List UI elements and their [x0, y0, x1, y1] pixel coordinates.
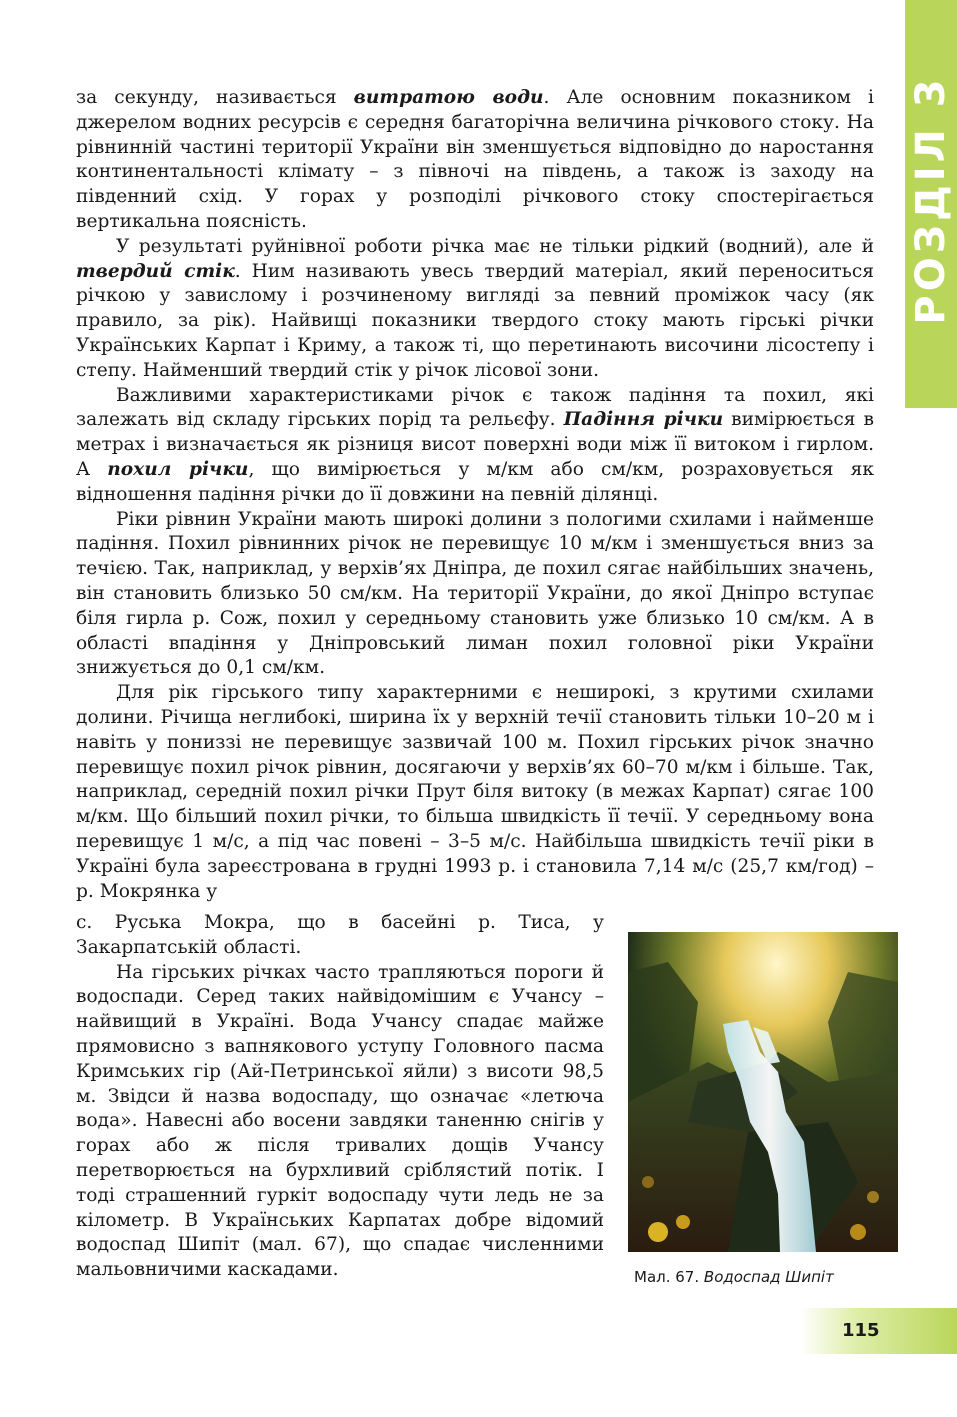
figure-caption	[634, 1268, 834, 1286]
term-river-discharge: витратою води	[353, 87, 544, 108]
waterfall-photo	[628, 932, 898, 1252]
paragraph-4: Ріки рівнин України мають широкі долини з пологими схилами і найменше падіння. Похил рівнинних річок не перевищує 10 м/км і зменшується вниз за течією. Так, наприклад, у верхів’ях Дніпра, де похил сягає найбільших значень, він становить близько 50 см/км. На території України, до якої Дніпро вступає біля гирла р. Сож, похил у середньому становить уже близько 10 см/км. А в області впадіння у Дніпровський лиман похил головної ріки України знижується до 0,1 см/км.	[76, 508, 874, 679]
paragraph-5-continued: с. Руська Мокра, що в басейні р. Тиса, у Закарпатській області.	[76, 912, 604, 958]
main-text-narrow	[76, 911, 604, 1283]
figure-title: Водоспад Шипіт	[703, 1268, 834, 1286]
term-river-slope: похил річки	[107, 458, 249, 480]
paragraph-3: Важливими характеристиками річок є також падіння та похил, які залежать від складу гірських порід та рельєфу. Падіння річки вимірюється в метрах і визначається як різниця висот поверхні води між її витоком і гирлом. А похил річки, що вимірюється у м/км або см/км, розраховується як відношення падіння річки до її довжини на певній ділянці.	[76, 384, 875, 505]
page-number: 115	[842, 1320, 880, 1341]
term-river-fall: Падіння річки	[563, 409, 724, 431]
section-tab	[905, 0, 957, 408]
section-tab-label: РОЗДІЛ 3	[908, 75, 954, 325]
term-solid-runoff: твердий стік	[76, 260, 235, 282]
paragraph-6: На гірських річках часто трапляються пороги й водоспади. Серед таких найвідомішим є Учансу – найвищий в Україні. Вода Учансу спадає майже прямовисно з вапнякового уступу Головного пасма Кримських гір (Ай-Петринської яйли) з висоти 98,5 м. Звідси й назва водоспаду, що означає «летюча вода». Навесні або восени завдяки таненню снігів у горах або ж після тривалих дощів Учансу перетворюється на бурхливий сріблястий потік. І тоді страшенний гуркіт водоспаду чути ледь не за кілометр. В Українських Карпатах добре відомий водоспад Шипіт (мал. 67), що спадає численними мальовничими каскадами.	[76, 961, 604, 1281]
paragraph-2: У результаті руйнівної роботи річка має не тільки рідкий (водний), але й твердий стік. Ним називають увесь твердий матеріал, який переноситься річкою у завислому і розчиненому вигляді за певний проміжок часу (як правило, за рік). Найвищі показники твердого стоку мають гірські річки Українських Карпат і Криму, а також ті, що перетинають височини лісостепу і степу. Найменший твердий стік у річок лісової зони.	[76, 235, 874, 381]
figure-number: Мал. 67.	[634, 1268, 700, 1286]
paragraph-1: за секунду, називається витратою води. Але основним показником і джерелом водних ресурсів є середня багаторічна величина річкового стоку. На рівнинній частині території України він зменшується відповідно до наростання континентальності клімату – з півночі на південь, а також із заходу на південний схід. У горах у розподілі річкового стоку спостерігається вертикальна поясність.	[76, 87, 875, 232]
main-text-full-width	[76, 86, 874, 904]
paragraph-5: Для рік гірського типу характерними є неширокі, з крутими схилами долини. Річища неглибокі, ширина їх у верхній течії становить тільки 10–20 м і навіть у пониззі не перевищує зазвичай 100 м. Похил гірських річок значно перевищує похил річок рівнин, досягаючи у верхів’ях 60–70 м/км і більше. Так, наприклад, середній похил річки Прут біля витоку (в межах Карпат) сягає 100 м/км. Що більший похил річки, то більша швидкість її течії. У середньому вона перевищує 1 м/с, а під час повені – 3–5 м/с. Найбільша швидкість течії ріки в Україні була зареєстрована в грудні 1993 р. і становила 7,14 м/с (25,7 км/год) – р. Мокрянка у	[76, 682, 874, 902]
